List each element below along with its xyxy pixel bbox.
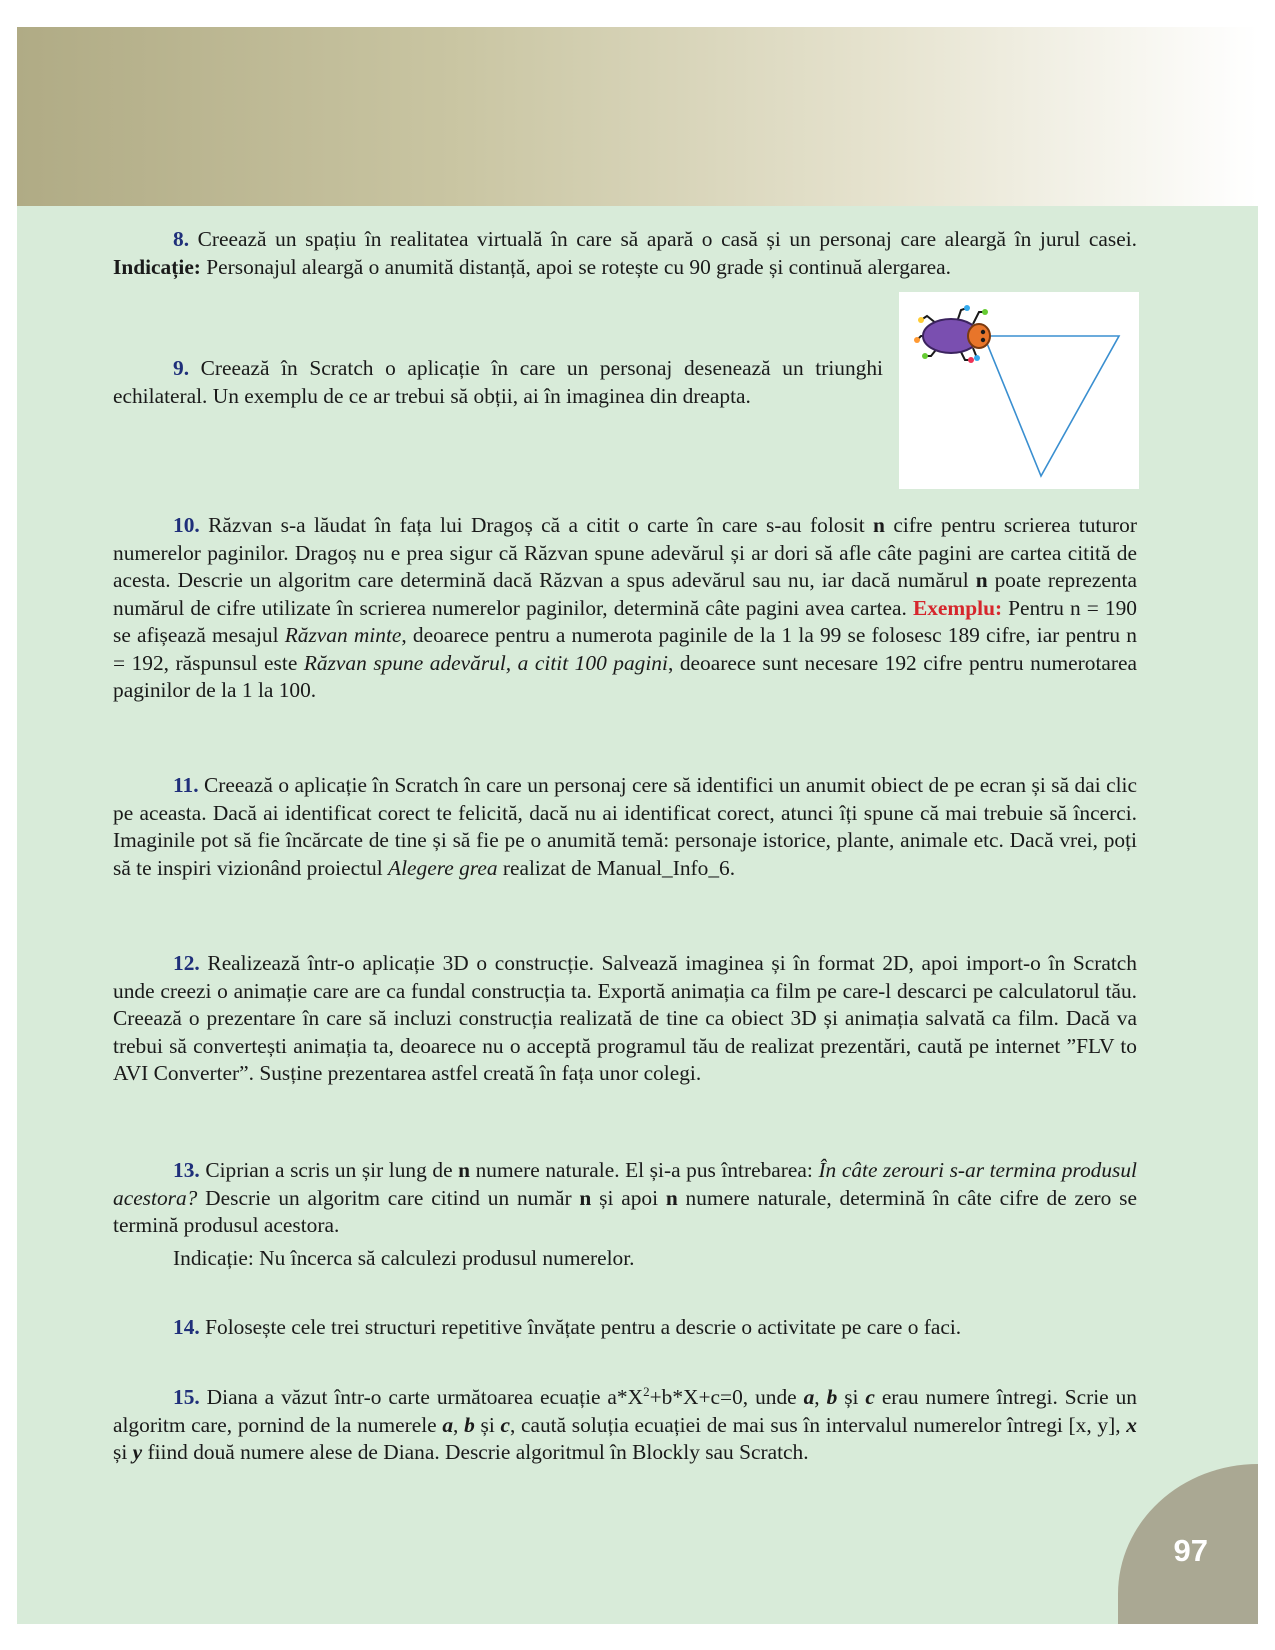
exercise-8: 8. Creează un spațiu în realitatea virtuală în care să apară o casă și un personaj care aleargă în jurul casei. Indicație: Personajul aleargă o anumită distanță, apoi se rotește cu 90 grade și continuă alergarea. <box>113 227 1137 279</box>
exercise-14: 14. Folosește cele trei structuri repetitive învățate pentru a descrie o activitate pe care o faci. <box>173 1315 962 1339</box>
example-label: Exemplu: <box>912 595 1003 620</box>
triangle-drawing <box>899 292 1139 489</box>
header-band <box>17 27 1258 206</box>
exercise-15: 15. Diana a văzut într-o carte următoarea ecuație $a*X^2+b*X+c=0$, unde a, b și c erau numere întregi. Scrie un algoritm care, pornind de la numerele a, b și c, caută soluția ecuației de mai sus în intervalul numerelor întregi [x, y], x și y fiind două numere alese de Diana. Descrie algoritmul în Blockly sau Scratch. <box>113 1383 1137 1464</box>
triangle-drawing-figure <box>899 292 1139 489</box>
exercise-11: 11. Creează o aplicație în Scratch în care un personaj cere să identifici un anumit obiect de pe ecran și să dai clic pe aceasta. Dacă ai identificat corect te felicită, dacă nu ai identificat corect, atunci îți spune că mai trebuie să încerci. Imaginile pot să fie încărcate de tine și să fie pe o anumită temă: personaje istorice, plante, animale etc. Dacă vrei, poți să te inspiri vizionând proiectul Alegere grea realizat de Manual_Info_6. <box>113 773 1137 880</box>
exercise-number: 9. <box>173 356 190 380</box>
exercise-number: 12. <box>173 951 200 975</box>
exercise-number: 8. <box>173 227 190 251</box>
page-number: 97 <box>1173 1533 1208 1568</box>
equilateral-triangle <box>984 336 1119 476</box>
exercise-number: 13. <box>173 1158 200 1182</box>
exercise-9: 9. Creează în Scratch o aplicație în care un personaj desenează un triunghi echilateral. Un exemplu de ce ar trebui să obții, ai în imaginea din dreapta. <box>113 356 883 408</box>
exercise-number: 14. <box>173 1315 200 1339</box>
exercise-12: 12. Realizează într-o aplicație 3D o construcție. Salvează imaginea și în format 2D, apoi import-o în Scratch unde creezi o animație care are ca fundal construcția ta. Exportă animația ca film pe care-l descarci pe calculatorul tău. Creează o prezentare în care să incluzi construcția realizată de tine ca obiect 3D și animația salvată ca film. Dacă va trebui să convertești animația ta, deoarece nu o acceptă programul tău de realizat prezentări, caută pe internet ”FLV to AVI Converter”. Susține prezentarea astfel creată în fața unor colegi. <box>113 951 1137 1085</box>
exercise-number: 10. <box>173 513 200 537</box>
beetle-sprite-icon <box>914 305 990 363</box>
exercise-13-hint: Indicație: Nu încerca să calculezi produsul numerelor. <box>173 1246 635 1270</box>
exercise-13: 13. Ciprian a scris un șir lung de n numere naturale. El și-a pus întrebarea: În câte zerouri s-ar termina produsul acestora? Descrie un algoritm care citind un număr n și apoi n numere naturale, determină în câte cifre de zero se termină produsul acestora. <box>113 1158 1137 1237</box>
exercise-number: 11. <box>173 773 199 797</box>
exercise-number: 15. <box>173 1385 200 1409</box>
hint-label: Indicație: <box>173 1246 254 1270</box>
hint-label: Indicație: <box>113 254 201 279</box>
exercise-10: 10. Răzvan s-a lăudat în fața lui Dragoș că a citit o carte în care s-au folosit n cifre pentru scrierea tuturor numerelor paginilor. Dragoș nu e prea sigur că Răzvan spune adevărul și ar dori să afle câte pagini are cartea citită de acesta. Descrie un algoritm care determină dacă Răzvan a spus adevărul sau nu, iar dacă numărul n poate reprezenta numărul de cifre utilizate în scrierea numerelor paginilor, determină câte pagini avea cartea. Exemplu: Pentru n = 190 se afișează mesajul Răzvan minte, deoarece pentru a numerota paginile de la 1 la 99 se folosesc 189 cifre, iar pentru n = 192, răspunsul este Răzvan spune adevărul, a citit 100 pagini, deoarece sunt necesare 192 cifre pentru numerotarea paginilor de la 1 la 100. <box>113 513 1138 702</box>
